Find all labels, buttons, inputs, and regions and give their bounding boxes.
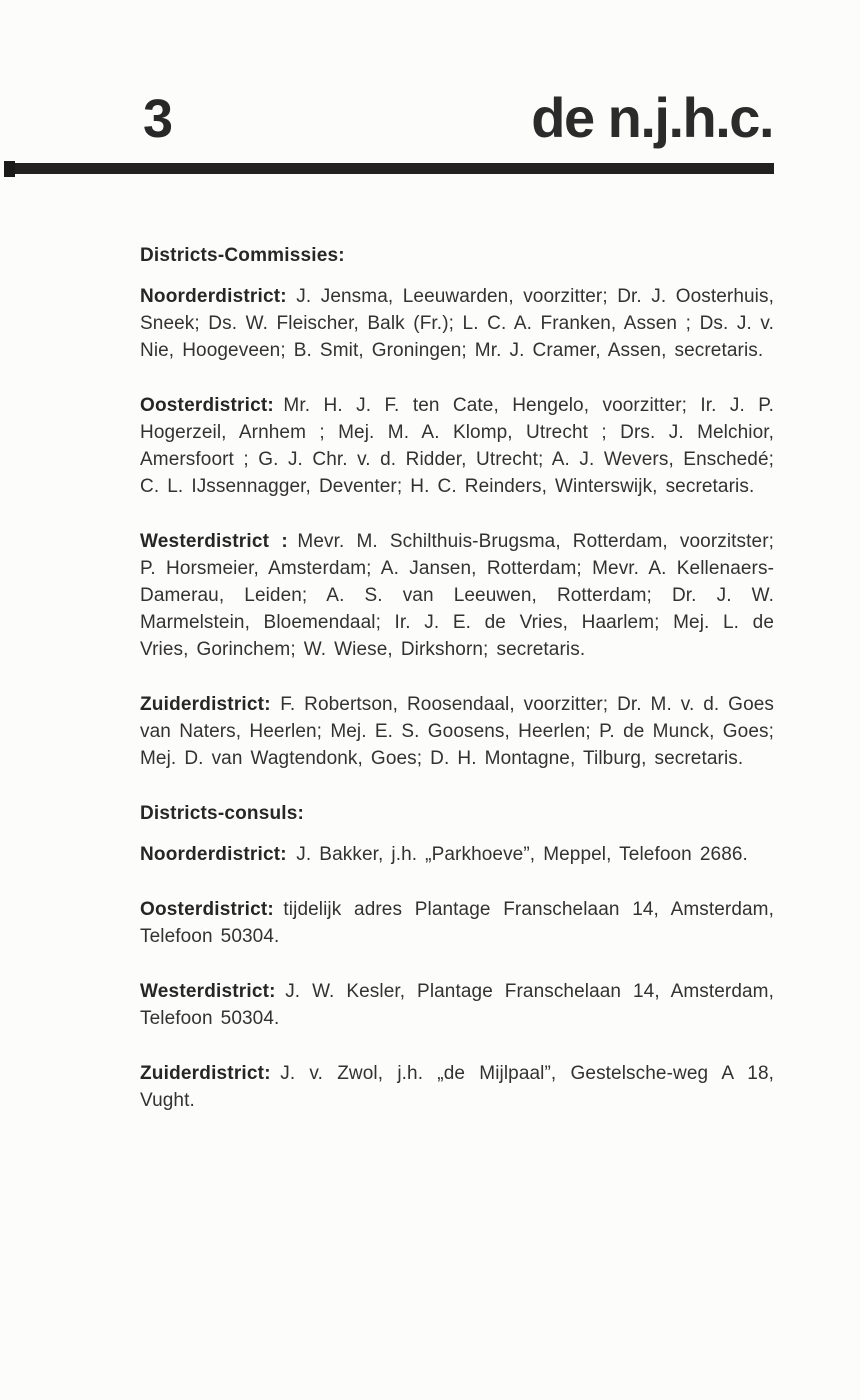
district-consul-address: J. v. Zwol, j.h. „de Mijlpaal”, Gestelsche-weg A 18, Vught. [140, 1063, 774, 1111]
district-label: Noorderdistrict: [140, 844, 287, 865]
district-label: Oosterdistrict: [140, 395, 274, 416]
page-content [140, 242, 774, 1142]
district-members: Mr. H. J. F. ten Cate, Hengelo, voorzitter; Ir. J. P. Hogerzeil, Arnhem ; Mej. M. A. Klomp, Utrecht ; Drs. J. Melchior, Amersfoort ; G. J. Chr. v. d. Ridder, Utrecht; A. J. Wevers, Enschedé; C. L. IJssennagger, Deventer; H. C. Reinders, Winterswijk, secretaris. [140, 395, 774, 497]
page-number: 3 [143, 89, 174, 149]
district-label: Westerdistrict : [140, 531, 288, 552]
district-entry-ooster-commissie [140, 392, 774, 500]
district-label: Noorderdistrict: [140, 286, 287, 307]
district-consul-address: J. Bakker, j.h. „Parkhoeve”, Meppel, Telefoon 2686. [296, 844, 748, 865]
district-label: Zuiderdistrict: [140, 694, 271, 715]
district-label: Zuiderdistrict: [140, 1063, 271, 1084]
district-entry-noorder-consul [140, 841, 774, 868]
district-entry-ooster-consul [140, 896, 774, 950]
header-divider-rule [4, 163, 774, 174]
district-members: Mevr. M. Schilthuis-Brugsma, Rotterdam, voorzitster; P. Horsmeier, Amsterdam; A. Jansen, Rotterdam; Mevr. A. Kellenaers-Damerau, Leiden; A. S. van Leeuwen, Rotterdam; Dr. J. W. Marmelstein, Bloemendaal; Ir. J. E. de Vries, Haarlem; Mej. L. de Vries, Gorinchem; W. Wiese, Dirkshorn; secretaris. [140, 531, 774, 660]
district-label: Oosterdistrict: [140, 899, 274, 920]
district-entry-noorder-commissie [140, 283, 774, 364]
district-entry-wester-commissie [140, 528, 774, 663]
header-title: de n.j.h.c. [531, 86, 773, 149]
page-header [143, 86, 773, 149]
district-label: Westerdistrict: [140, 981, 276, 1002]
district-consul-address: tijdelijk adres Plantage Franschelaan 14, Amsterdam, Telefoon 50304. [140, 899, 774, 947]
section-heading-consuls: Districts-consuls: [140, 803, 305, 824]
district-entry-wester-consul [140, 978, 774, 1032]
district-members: F. Robertson, Roosendaal, voorzitter; Dr. M. v. d. Goes van Naters, Heerlen; Mej. E. S. Goosens, Heerlen; P. de Munck, Goes; Mej. D. van Wagtendonk, Goes; D. H. Montagne, Tilburg, secretaris. [140, 694, 774, 769]
district-members: J. Jensma, Leeuwarden, voorzitter; Dr. J. Oosterhuis, Sneek; Ds. W. Fleischer, Balk (Fr.); L. C. A. Franken, Assen ; Ds. J. v. Nie, Hoogeveen; B. Smit, Groningen; Mr. J. Cramer, Assen, secretaris. [140, 286, 774, 361]
district-entry-zuider-consul [140, 1060, 774, 1114]
district-consul-address: J. W. Kesler, Plantage Franschelaan 14, Amsterdam, Telefoon 50304. [140, 981, 774, 1029]
section-heading-commissies: Districts-Commissies: [140, 245, 345, 266]
district-entry-zuider-commissie [140, 691, 774, 772]
